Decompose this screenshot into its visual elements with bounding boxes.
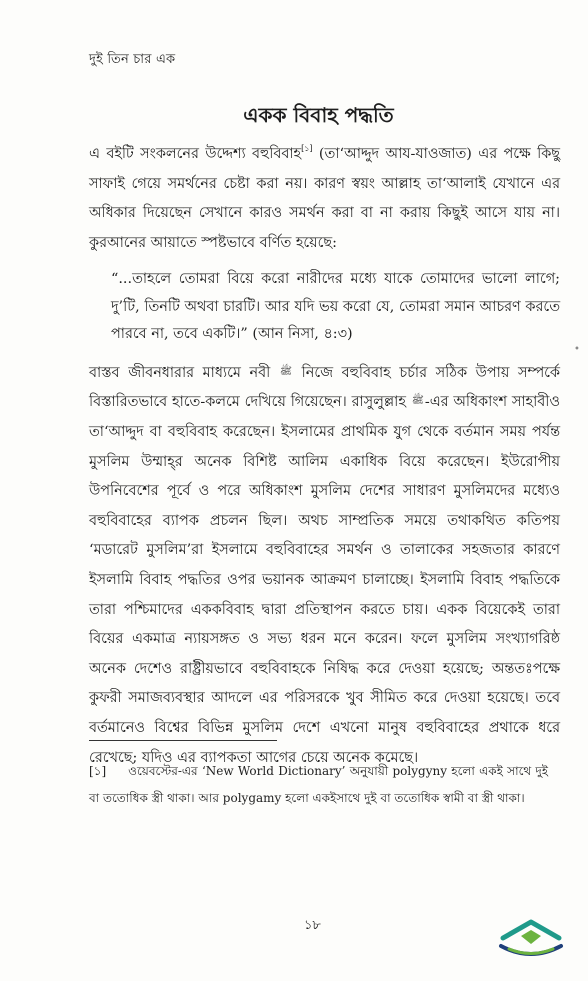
footnote [89, 758, 548, 812]
page-number: ১৮ [304, 918, 321, 933]
logo-center-shape [521, 930, 541, 944]
main-text-part-1: বাস্তব জীবনধারার মাধ্যমে নবী [89, 364, 279, 381]
edge-mark: • [574, 344, 580, 355]
quran-quote: “...তাহলে তোমরা বিয়ে করো নারীদের মধ্যে যাকে তোমাদের ভালো লাগে; দু’টি, তিনটি অথবা চারটি। আর যদি ভয় করো যে, তোমরা সমান আচরণ করতে পারবে না, তবে একটি।” (আন নিসা, ৪:৩) [111, 271, 560, 343]
honorific-symbol: ﷺ [279, 365, 292, 377]
main-text-part-2: নিজে বহুবিবাহ চর্চার সঠিক উপায় সম্পর্কে বিস্তারিতভাবে হাতে-কলমে দেখিয়ে গিয়েছেন। রাসুলুল্লাহ [89, 364, 560, 411]
publisher-logo-icon [495, 918, 567, 964]
paragraph-intro [89, 140, 560, 258]
logo-inner-arc [509, 949, 553, 954]
intro-text: এ বইটি সংকলনের উদ্দেশ্য বহুবিবাহ [89, 146, 302, 162]
main-text-part-3: -এর অধিকাংশ সাহাবীও তা‘আদ্দুদ বা বহুবিবাহ করেছেন। ইসলামের প্রাথমিক যুগ থেকে বর্তমান সময় পর্যন্ত মুসলিম উম্মাহ্‌র অনেক বিশিষ্ট আলিম একাধিক বিয়ে করেছেন। ইউরোপীয় উপনিবেশের পূর্বে ও পরে অধিকাংশ মুসলিম দেশের সাধারণ মুসলিমদের মধ্যেও বহুবিবাহের ব্যাপক প্রচলন ছিল। অথচ সাম্প্রতিক সময়ে তথাকথিত কতিপয় ‘মডারেট মুসলিম’রা ইসলামে বহুবিবাহের সমর্থন ও তালাকের সহজতার কারণে ইসলামি বিবাহ পদ্ধতির ওপর ভয়ানক আক্রমণ চালাচ্ছে। ইসলামি বিবাহ পদ্ধতিকে তারা পশ্চিমাদের এককবিবাহ দ্বারা প্রতিস্থাপন করতে চায়। একক বিয়েকেই তারা বিয়ের একমাত্র ন্যায়সঙ্গত ও সভ্য ধরন মনে করেন। ফলে মুসলিম সংখ্যাগরিষ্ঠ অনেক দেশেও রাষ্ট্রীয়ভাবে বহুবিবাহকে নিষিদ্ধ করে দেওয়া হয়েছে; অন্ততঃপক্ষে কুফরী সমাজব্যবস্থার আদলে এর পরিসরকে খুব সীমিত করে দেওয়া হয়েছে। তবে বর্তমানেও বিশ্বের বিভিন্ন মুসলিম দেশে এখনো মানুষ বহুবিবাহের প্রথাকে ধরে রেখেছে; যদিও এর ব্যাপকতা আগের চেয়ে অনেক কমেছে। [89, 394, 560, 766]
honorific-symbol: ﷺ [411, 395, 424, 407]
footnote-marker: [১] [89, 764, 107, 778]
chapter-title: একক বিবাহ পদ্ধতি [243, 103, 394, 127]
main-text [89, 140, 560, 773]
footnote-divider [89, 740, 277, 741]
footnote-text: ওয়েবস্টের-এর ‘New World Dictionary’ অনুযায়ী polygyny হলো একই সাথে দুই বা ততোধিক স্ত্রী থাকা। আর polygamy হলো একইসাথে দুই বা ততোধিক স্বামী বা স্ত্রী থাকা। [89, 764, 548, 805]
footnote-reference[interactable]: [১] [301, 144, 313, 153]
intro-text-continued: (তা‘আদ্দুদ আয-যাওজাত) এর পক্ষে কিছু সাফাই গেয়ে সমর্থনের চেষ্টা করা নয়। কারণ স্বয়ং আল্লাহ তা‘আলাই যেখানে এর অধিকার দিয়েছেন সেখানে কারও সমর্থন করা বা না করায় কিছুই আসে যায় না। কুরআনের আয়াতে স্পষ্টভাবে বর্ণিত হয়েছে: [89, 146, 560, 251]
running-head: দুই তিন চার এক [89, 52, 176, 67]
paragraph-main [89, 359, 560, 773]
